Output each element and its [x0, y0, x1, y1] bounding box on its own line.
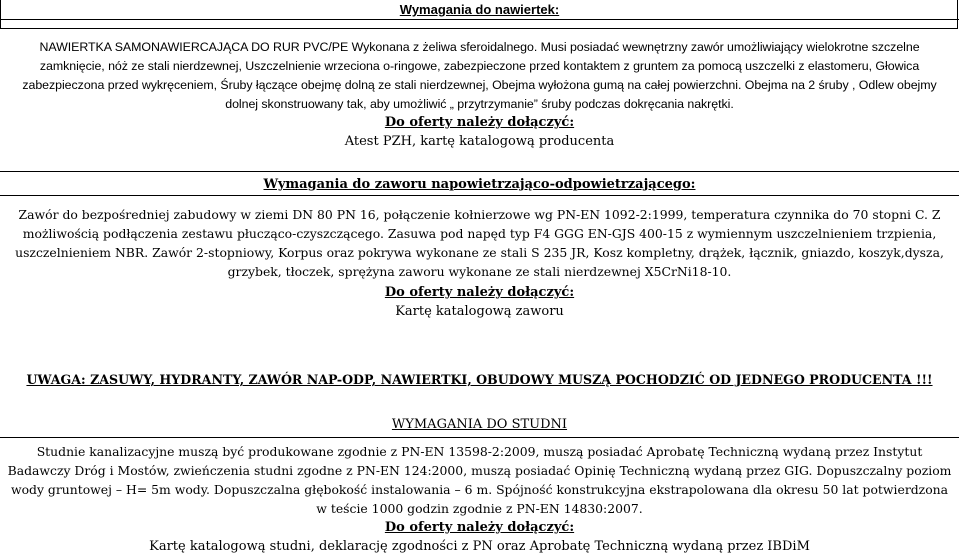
section-heading-studnie: WYMAGANIA DO STUDNI [391, 417, 568, 432]
divider [0, 195, 959, 196]
section-heading-zawor: Wymagania do zaworu napowietrzająco-odpowietrzającego: [263, 177, 696, 192]
producer-warning: UWAGA: ZASUWY, HYDRANTY, ZAWÓR NAP-ODP, NAWIERTKI, OBUDOWY MUSZĄ POCHODZIĆ OD JEDNEGO PRODUCENTA !!! [26, 372, 933, 387]
attachments-label-zawor: Do oferty należy dołączyć: [384, 285, 575, 300]
attachments-value-zawor: Kartę katalogową zaworu [395, 304, 564, 319]
section-heading-nawiertki: Wymagania do nawiertek: [399, 2, 560, 17]
attachments-label-nawiertki: Do oferty należy dołączyć: [384, 115, 575, 130]
attachments-label-studnie: Do oferty należy dołączyć: [384, 520, 575, 535]
divider [0, 19, 959, 20]
nawiertki-description: NAWIERTKA SAMONAWIERCAJĄCA DO RUR PVC/PE Wykonana z żeliwa sferoidalnego. Musi posiadać wewnętrzny zawór umożliwiający wielokrotne szczelne zamknięcie, nóż ze stali nierdzewnej, Uszczelnienie wrzeciona o-ringowe, zabezpieczone przed kontaktem z gruntem za pomocą uszczelki z elastomeru, Głowica zabezpieczona przed wykręceniem, Śruby łączące obejmę dolną ze stali nierdzewnej, Obejma wyłożona gumą na całej powierzchni. Obejma na 2 śruby , Odlew obejmy dolnej skonstruowany tak, aby umożliwić „ przytrzymanie” śruby podczas dokręcania nakrętki. [22, 40, 937, 111]
attachments-value-studnie: Kartę katalogową studni, deklarację zgodności z PN oraz Aprobatę Techniczną wydaną przez IBDiM [149, 539, 810, 554]
zawor-description: Zawór do bezpośredniej zabudowy w ziemi DN 80 PN 16, połączenie kołnierzowe wg PN-EN 1092-2:1999, temperatura czynnika do 70 stopni C. Z możliwością podłączenia zestawu płucząco-czyszczącego. Zasuwa pod napęd typ F4 GGG EN-GJS 400-15 z wymiennym uszczelnieniem trzpienia, uszczelnieniem NBR. Zawór 2-stopniowy, Korpus oraz pokrywa wykonane ze stali S 235 JR, Kosz kompletny, drążek, łącznik, gniazdo, koszyk,dysza, grzybek, tłoczek, sprężyna zaworu wykonane ze stali nierdzewnej X5CrNi18-10. [15, 207, 944, 279]
divider [0, 437, 959, 438]
divider [0, 171, 959, 172]
attachments-value-nawiertki: Atest PZH, kartę katalogową producenta [344, 134, 615, 149]
studnie-description: Studnie kanalizacyjne muszą być produkowane zgodnie z PN-EN 13598-2:2009, muszą posiadać Aprobatę Techniczną wydaną przez Instytut Badawczy Dróg i Mostów, zwieńczenia studni zgodne z PN-EN 124:2000, muszą posiadać Opinię Techniczną wydaną przez GIG. Dopuszczalny poziom wody gruntowej – H= 5m wody. Dopuszczalna głębokość instalowania – 6 m. Spójność konstrukcyjna ekstrapolowana dla okresu 50 lat potwierdzona w teście 1000 godzin zgodnie z PN-EN 14830:2007. [7, 444, 952, 516]
